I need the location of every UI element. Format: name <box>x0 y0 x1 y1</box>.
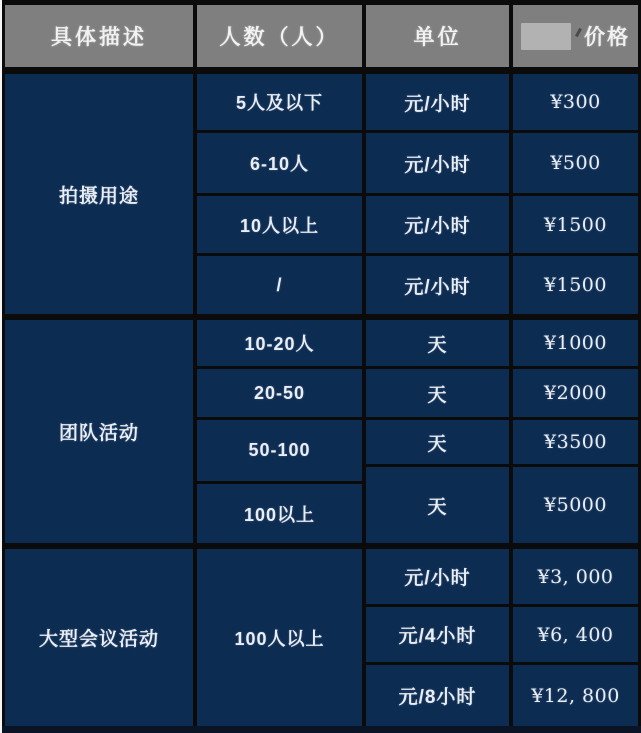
cell-unit: 元/小时 <box>366 549 509 604</box>
cell-people: 10人以上 <box>197 196 362 253</box>
redaction-box <box>521 23 571 50</box>
cell-price: ¥6, 400 <box>513 607 638 662</box>
cell-unit: 天 <box>366 320 509 366</box>
cell-price: ¥3, 000 <box>513 549 638 604</box>
category-conference: 大型会议活动 <box>5 549 193 726</box>
cell-people: 50-100 <box>197 420 362 481</box>
cell-price: ¥3500 <box>513 420 638 464</box>
header-people: 人数（人） <box>197 5 362 67</box>
cell-people: / <box>197 256 362 314</box>
cell-people: 100以上 <box>197 484 362 543</box>
cell-unit: 元/小时 <box>366 196 509 253</box>
cell-unit: 天 <box>366 369 509 417</box>
redaction-tick-mark <box>575 27 582 36</box>
cell-price: ¥500 <box>513 133 638 193</box>
cell-price: ¥1500 <box>513 256 638 314</box>
header-price-label: 价格 <box>584 26 630 49</box>
left-edge-strip <box>0 0 2 733</box>
cell-unit: 元/小时 <box>366 74 509 130</box>
cell-price: ¥2000 <box>513 369 638 417</box>
cell-price: ¥12, 800 <box>513 665 638 726</box>
category-team: 团队活动 <box>5 320 193 543</box>
cell-unit: 天 <box>366 420 509 464</box>
cell-unit: 元/4小时 <box>366 607 509 662</box>
cell-people: 20-50 <box>197 369 362 417</box>
header-price <box>513 5 638 67</box>
cell-unit: 元/小时 <box>366 256 509 314</box>
cell-price: ¥5000 <box>513 467 638 543</box>
cell-price: ¥1500 <box>513 196 638 253</box>
cell-unit: 元/8小时 <box>366 665 509 726</box>
cell-unit: 元/小时 <box>366 133 509 193</box>
category-shooting: 拍摄用途 <box>5 74 193 314</box>
bottom-border-strip <box>2 726 641 733</box>
cell-price: ¥300 <box>513 74 638 130</box>
cell-price: ¥1000 <box>513 320 638 366</box>
cell-unit: 天 <box>366 467 509 543</box>
cell-people: 10-20人 <box>197 320 362 366</box>
cell-people: 6-10人 <box>197 133 362 193</box>
cell-people: 5人及以下 <box>197 74 362 130</box>
header-description: 具体描述 <box>5 5 193 67</box>
header-unit: 单位 <box>366 5 509 67</box>
cell-people: 100人以上 <box>197 549 362 726</box>
